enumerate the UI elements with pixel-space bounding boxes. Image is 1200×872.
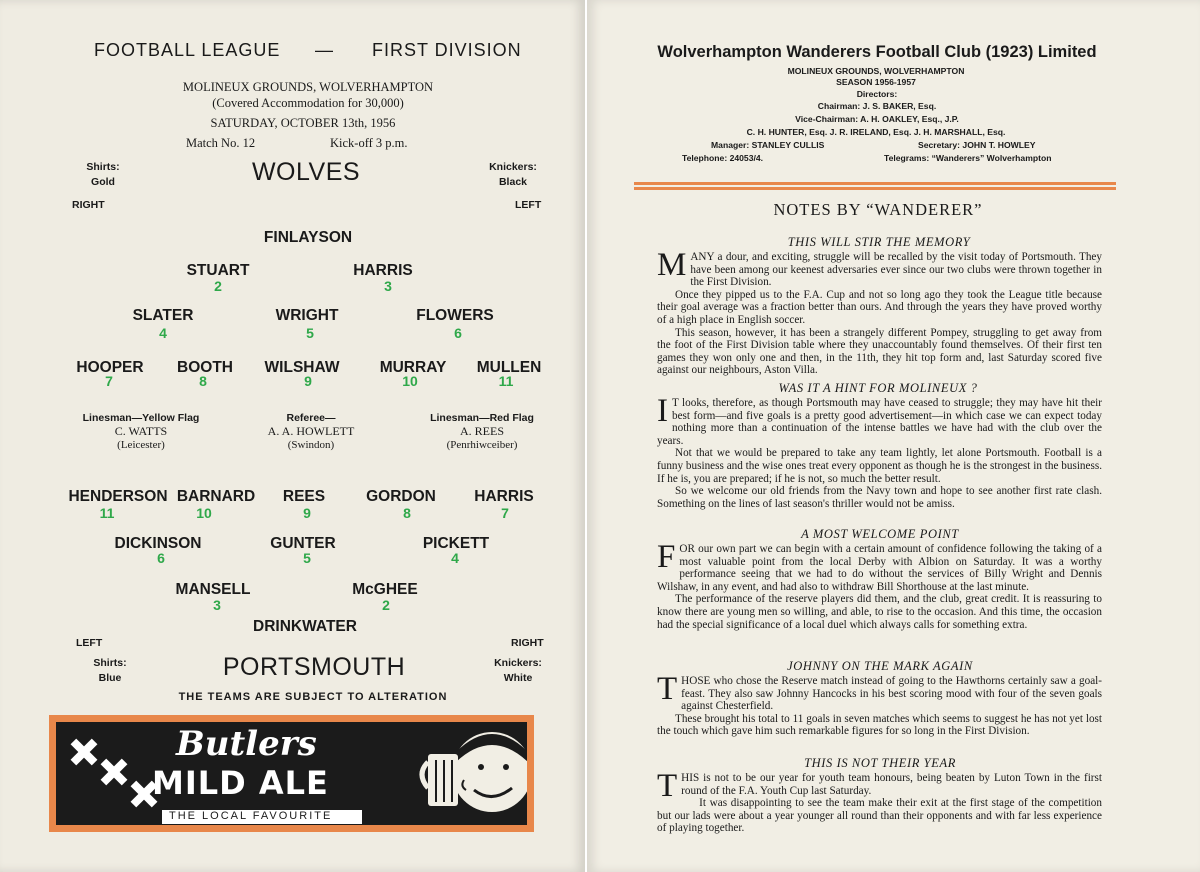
- dropcap-2: I: [657, 393, 668, 429]
- home-player-centre-forward: WILSHAW: [264, 359, 340, 376]
- section-heading-3: A MOST WELCOME POINT: [801, 527, 959, 541]
- home-number-outside-left: 11: [498, 373, 514, 389]
- linesman-yellow: [83, 412, 200, 451]
- home-knickers: [489, 160, 537, 190]
- accommodation: (Covered Accommodation for 30,000): [212, 96, 404, 110]
- away-left-label: LEFT: [76, 637, 103, 649]
- referee-town: (Swindon): [287, 439, 335, 451]
- away-team-name: PORTSMOUTH: [222, 653, 406, 681]
- section-body-5: [657, 768, 1102, 835]
- section-heading-1: THIS WILL STIR THE MEMORY: [787, 235, 971, 249]
- secretary: Secretary: JOHN T. HOWLEY: [918, 140, 1036, 150]
- section-1-paragraph-3: This season, however, it has been a strangely different Pompey, struggling to get away from the foot of the First Division table where they unaccountably found themselves. Of their first ten games they won only one and then, in the 11th, they hit top form and, last Saturday scored five against our neighbours, Aston Villa.: [657, 326, 1102, 377]
- linesman-yellow-town: (Leicester): [117, 439, 165, 451]
- league-title: FOOTBALL LEAGUE: [94, 40, 281, 60]
- section-4-paragraph-1: HOSE who chose the Reserve match instead of going to the Hawthorns certainly saw a goal-feast. They also saw Johnny Hancocks in his best scoring mood with four of the seven goals against Chesterfield.: [681, 675, 1102, 713]
- away-shirts: [93, 656, 126, 686]
- home-team-name: WOLVES: [251, 158, 361, 186]
- directors-list: C. H. HUNTER, Esq. J. R. IRELAND, Esq. J. H. MARSHALL, Esq.: [746, 127, 1006, 137]
- away-knickers: [494, 656, 542, 686]
- home-player-inside-right: BOOTH: [177, 359, 233, 376]
- division-title: FIRST DIVISION: [372, 40, 522, 60]
- away-number-left-back: 3: [213, 597, 221, 613]
- away-number-left-half: 6: [157, 550, 165, 566]
- club-season: SEASON 1956-1957: [836, 77, 916, 87]
- home-left-label: LEFT: [515, 199, 542, 211]
- section-4-paragraph-2: These brought his total to 11 goals in seven matches which seems to suggest he has not yet lost the touch which gave him such remarkable figures for so long in the First Division.: [657, 712, 1102, 738]
- section-heading-5: THIS IS NOT THEIR YEAR: [804, 756, 956, 770]
- match-date: SATURDAY, OCTOBER 13th, 1956: [210, 116, 396, 130]
- home-shirts: [86, 160, 119, 190]
- section-1-paragraph-1: ANY a dour, and exciting, struggle will be recalled by the visit today of Portsmouth. They have been among our keenest adversaries ever since our two clubs were thrown together in the First Division.: [690, 251, 1102, 289]
- home-player-inside-left: MURRAY: [379, 359, 447, 376]
- home-player-left-half: FLOWERS: [416, 307, 494, 324]
- home-player-right-half: SLATER: [132, 307, 194, 324]
- away-player-inside-left: BARNARD: [176, 488, 256, 505]
- away-knickers-value: White: [503, 672, 533, 684]
- home-player-outside-right: HOOPER: [76, 359, 144, 376]
- referee: [268, 412, 355, 451]
- section-5-paragraph-1: HIS is not to be our year for youth team honours, being beaten by Luton Town in the first round of the F.A. Youth Cup last Saturday.: [681, 772, 1102, 797]
- home-player-left-back: HARRIS: [353, 262, 413, 279]
- header-dash: —: [315, 40, 334, 60]
- alteration-notice: THE TEAMS ARE SUBJECT TO ALTERATION: [178, 691, 448, 703]
- section-heading-2: WAS IT A HINT FOR MOLINEUX ?: [778, 381, 978, 395]
- section-2-paragraph-1: T looks, therefore, as though Portsmouth may have ceased to struggle; they may have hit their best form—and five goals is a pretty good advertisement—in which case we can expect today nothing more than a continuation of the intense battles we have had with the club over the years.: [657, 397, 1102, 447]
- dropcap-5: T: [657, 768, 678, 804]
- home-number-left-back: 3: [384, 278, 392, 294]
- away-knickers-label: Knickers:: [494, 657, 542, 669]
- match-number: Match No. 12: [186, 136, 256, 150]
- orange-rule-top: [634, 182, 1116, 185]
- home-number-inside-left: 10: [402, 373, 418, 389]
- advert-tagline: THE LOCAL FAVOURITE: [169, 810, 333, 822]
- linesman-red-role: Linesman—Red Flag: [430, 412, 534, 424]
- linesman-red-town: (Penrhiwceiber): [446, 439, 518, 451]
- home-player-outside-left: MULLEN: [476, 359, 542, 376]
- away-number-outside-right: 7: [501, 505, 509, 521]
- home-knickers-value: Black: [498, 176, 528, 188]
- ground-name: MOLINEUX GROUNDS, WOLVERHAMPTON: [182, 80, 434, 94]
- butlers-advert: [56, 722, 527, 825]
- section-body-3: [657, 539, 1102, 631]
- advert-brand: Butlers: [176, 724, 317, 764]
- team-sheet-page: [0, 0, 585, 872]
- home-number-centre-half: 5: [306, 325, 314, 341]
- section-2-paragraph-2: Not that we would be prepared to take any team lightly, let alone Portsmouth. Football is a funny business and the wise ones treat every opponent as though he is the strongest in the business. If he is, you are prepared; if he is not, so much the better result.: [657, 447, 1102, 485]
- away-player-right-back: McGHEE: [352, 581, 418, 598]
- away-number-centre-forward: 9: [303, 505, 311, 521]
- home-number-outside-right: 7: [105, 373, 113, 389]
- home-number-left-half: 6: [454, 325, 462, 341]
- away-number-right-half: 4: [451, 550, 459, 566]
- vice-chairman: Vice-Chairman: A. H. OAKLEY, Esq., J.P.: [795, 114, 959, 124]
- away-player-inside-right: GORDON: [366, 488, 436, 505]
- linesman-yellow-name: C. WATTS: [114, 424, 168, 438]
- section-3-paragraph-1: OR our own part we can begin with a certain amount of confidence following the taking of a most valuable point from the local Derby with Albion on Saturday. It was a worthy performance seeing that we had to do without the services of Billy Wright and Dennis Wilshaw, in any event, and had also to withdraw Bill Shorthouse at the last minute.: [657, 543, 1102, 593]
- beer-tankard-icon: [422, 754, 458, 806]
- home-number-right-half: 4: [159, 325, 167, 341]
- section-body-2: [657, 393, 1102, 510]
- away-number-inside-right: 8: [403, 505, 411, 521]
- away-number-inside-left: 10: [196, 505, 212, 521]
- orange-rule-bottom: [634, 187, 1116, 190]
- home-knickers-label: Knickers:: [489, 161, 537, 173]
- linesman-yellow-role: Linesman—Yellow Flag: [82, 412, 200, 424]
- away-right-label: RIGHT: [511, 637, 544, 649]
- section-body-1: [657, 247, 1102, 377]
- linesman-red: [430, 412, 534, 451]
- dropcap-1: M: [657, 247, 687, 283]
- home-number-inside-right: 8: [199, 373, 207, 389]
- away-number-centre-half: 5: [303, 550, 311, 566]
- section-2-paragraph-3: So we welcome our old friends from the Navy town and hope to see another first rate clash. Something on the lines of last season's thriller would not be amiss.: [657, 485, 1102, 510]
- directors-label: Directors:: [856, 89, 898, 99]
- home-player-centre-half: WRIGHT: [275, 307, 339, 324]
- dropcap-4: T: [657, 671, 678, 707]
- away-player-goalkeeper: DRINKWATER: [253, 618, 357, 635]
- home-player-goalkeeper: FINLAYSON: [263, 229, 353, 246]
- home-player-right-back: STUART: [186, 262, 250, 279]
- telegrams: Telegrams: “Wanderers” Wolverhampton: [884, 153, 1052, 163]
- away-player-outside-right: HARRIS: [474, 488, 534, 505]
- club-title: Wolverhampton Wanderers Football Club (1923) Limited: [657, 43, 1097, 61]
- away-player-centre-forward: REES: [282, 488, 326, 505]
- section-1-paragraph-2: Once they pipped us to the F.A. Cup and not so long ago they took the League title because their goal average was a fraction better than ours. And through the years they have proved worthy of a high place in English soccer.: [657, 288, 1102, 326]
- away-player-right-half: PICKETT: [422, 535, 490, 552]
- home-shirts-value: Gold: [91, 176, 115, 188]
- home-right-label: RIGHT: [72, 199, 105, 211]
- referee-role: Referee—: [286, 412, 336, 424]
- advert-product: MILD ALE: [152, 764, 329, 802]
- section-heading-4: JOHNNY ON THE MARK AGAIN: [787, 659, 973, 673]
- away-player-centre-half: GUNTER: [270, 535, 336, 552]
- dropcap-3: F: [657, 539, 676, 575]
- telephone: Telephone: 24053/4.: [682, 153, 764, 163]
- manager: Manager: STANLEY CULLIS: [711, 140, 825, 150]
- away-shirts-label: Shirts:: [93, 657, 127, 669]
- home-number-centre-forward: 9: [304, 373, 312, 389]
- referee-name: A. A. HOWLETT: [267, 424, 355, 438]
- home-number-right-back: 2: [214, 278, 222, 294]
- notes-title: NOTES BY “WANDERER”: [773, 200, 983, 219]
- away-number-right-back: 2: [382, 597, 390, 613]
- club-ground: MOLINEUX GROUNDS, WOLVERHAMPTON: [787, 66, 965, 76]
- drinker-face-icon: [452, 732, 527, 812]
- away-shirts-value: Blue: [98, 672, 122, 684]
- section-5-paragraph-2: It was disappointing to see the team make their exit at the first stage of the competition but our lads were about a year younger all round than their opponents and with far less experience of playing together.: [657, 797, 1102, 835]
- away-player-outside-left: HENDERSON: [68, 488, 168, 505]
- section-body-4: [657, 671, 1102, 738]
- section-3-paragraph-2: The performance of the reserve players did them, and the club, great credit. It is reassuring to know there are young men so willing, and able, to rise to the occasion. And this time, the occasion had the special significance of a local duel which always calls for something extra.: [657, 593, 1102, 631]
- home-shirts-label: Shirts:: [86, 161, 120, 173]
- linesman-red-name: A. REES: [459, 424, 505, 438]
- xxx-marks-icon: [63, 731, 165, 815]
- away-player-left-half: DICKINSON: [114, 535, 202, 552]
- away-player-left-back: MANSELL: [175, 581, 251, 598]
- chairman: Chairman: J. S. BAKER, Esq.: [817, 101, 937, 111]
- kickoff-time: Kick-off 3 p.m.: [330, 136, 408, 150]
- away-number-outside-left: 11: [99, 505, 115, 521]
